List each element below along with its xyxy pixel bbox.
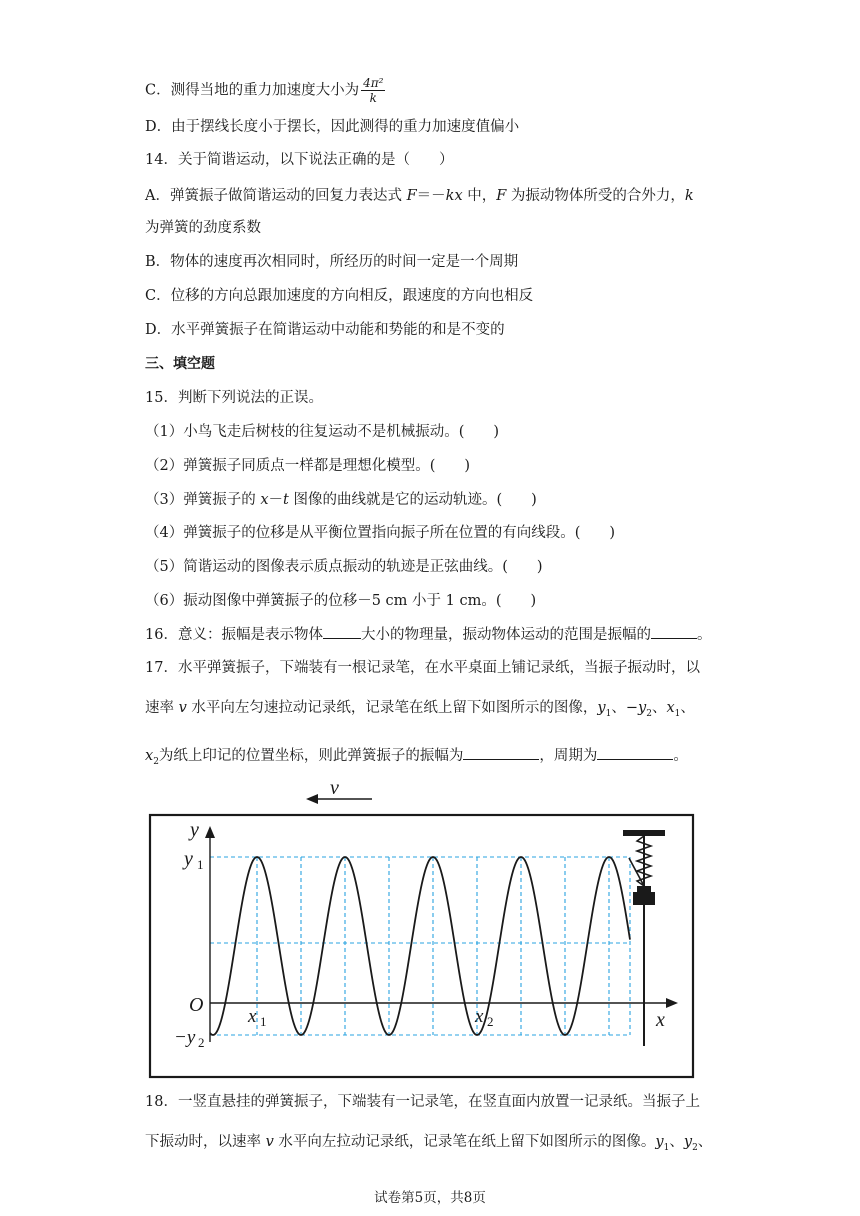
statement-15-2: （2）弹簧振子同质点一样都是理想化模型。( ) (145, 458, 471, 474)
x-axis-arrow-icon (666, 998, 678, 1008)
x2-label: x (475, 1006, 484, 1027)
text: （3）弹簧振子的 (145, 492, 261, 508)
text: － (268, 492, 284, 508)
var-y: y (597, 700, 606, 716)
y1-label: y (184, 848, 193, 870)
text: 速率 (145, 700, 179, 716)
text: 、 (680, 700, 695, 716)
var-x: x (145, 748, 154, 764)
neg-y2-label: −y (174, 1027, 196, 1048)
text: 下振动时，以速率 (145, 1134, 266, 1150)
text: A．弹簧振子做简谐运动的回复力表达式 (145, 188, 407, 204)
text: 、 (669, 1134, 684, 1150)
neg-y2-subscript: 2 (198, 1035, 205, 1050)
x2-subscript: 2 (487, 1014, 494, 1029)
text: ＝－ (416, 188, 446, 204)
origin-label: O (189, 994, 204, 1016)
subscript: 1 (663, 1142, 670, 1153)
var-neg-y: −y (625, 700, 647, 716)
text: 为振动物体所受的合外力， (506, 188, 685, 204)
subscript: 1 (674, 708, 681, 719)
text: 图像的曲线就是它的运动轨迹。( ) (288, 492, 537, 508)
subscript: 2 (692, 1142, 698, 1153)
text: 16．意义：振幅是表示物体 (145, 627, 323, 643)
y-axis-arrow-icon (205, 826, 215, 838)
text: 水平向左匀速拉动记录纸，记录笔在纸上留下如图所示的图像， (186, 700, 598, 716)
option-14d: D．水平弹簧振子在简谐运动中动能和势能的和是不变的 (145, 322, 505, 338)
var-v: v (178, 700, 187, 716)
spring-cap (637, 886, 651, 892)
question-17-line1: 17．水平弹簧振子，下端装有一根记录笔，在水平桌面上铺记录纸，当振子振动时，以 (145, 660, 700, 676)
var-f: F (496, 188, 507, 204)
question-18-line1: 18．一竖直悬挂的弹簧振子，下端装有一记录笔，在竖直面内放置一记录纸。当振子上 (145, 1094, 700, 1110)
question-14: 14．关于简谐运动，以下说法正确的是（ ） (145, 152, 454, 168)
text: 。 (696, 627, 712, 643)
option-14c: C．位移的方向总跟加速度的方向相反，跟速度的方向也相反 (145, 288, 534, 304)
fraction-numerator: 4π² (363, 76, 384, 90)
var-v: v (265, 1134, 274, 1150)
text: 、 (651, 700, 667, 716)
statement-15-1: （1）小鸟飞走后树枝的往复运动不是机械振动。( ) (145, 424, 500, 440)
option-13d: D．由于摆线长度小于摆长，因此测得的重力加速度值偏小 (145, 119, 520, 135)
option-14b: B．物体的速度再次相同时，所经历的时间一定是一个周期 (145, 254, 519, 270)
grid-lines (210, 857, 630, 1035)
option-13c-text: C．测得当地的重力加速度大小为 (145, 82, 360, 99)
var-x: x (666, 700, 675, 716)
subscript: 1 (605, 708, 612, 719)
statement-15-4: （4）弹簧振子的位移是从平衡位置指向振子所在位置的有向线段。( ) (145, 525, 616, 541)
text: 水平向左拉动记录纸，记录笔在纸上留下如图所示的图像。 (273, 1134, 656, 1150)
statement-15-5: （5）简谐运动的图像表示质点振动的轨迹是正弦曲线。( ) (145, 559, 543, 575)
displacement-curve (210, 857, 630, 1035)
paper-frame (150, 815, 693, 1077)
var-y: y (683, 1134, 693, 1150)
text: ，周期为 (539, 748, 598, 764)
var-f: F (406, 188, 417, 204)
text: 、 (697, 1134, 713, 1150)
x-axis-label: x (656, 1009, 665, 1031)
support-bar (623, 830, 665, 836)
text: 。 (673, 748, 688, 764)
section-heading: 三、填空题 (145, 356, 215, 372)
subscript: 2 (646, 708, 652, 719)
velocity-label: v (330, 777, 339, 799)
velocity-arrow (306, 777, 372, 804)
statement-15-6: （6）振动图像中弹簧振子的位移－5 cm 小于 1 cm。( ) (145, 593, 537, 609)
oscillator-mass (633, 892, 655, 905)
var-x: x (260, 492, 269, 508)
x1-subscript: 1 (260, 1014, 267, 1029)
var-kx: kx (445, 188, 463, 204)
fraction-denominator: k (369, 91, 377, 105)
x1-label: x (248, 1006, 257, 1027)
text: 为纸上印记的位置坐标，则此弹簧振子的振幅为 (158, 748, 464, 764)
text: 中， (462, 188, 497, 204)
text: 、 (611, 700, 626, 716)
var-t: t (283, 492, 289, 508)
text: 大小的物理量，振动物体运动的范围是振幅的 (360, 627, 651, 643)
y1-subscript: 1 (197, 857, 204, 872)
y-axis-label: y (190, 819, 199, 841)
var-y: y (655, 1134, 664, 1150)
subscript: 2 (153, 756, 159, 767)
var-k: k (684, 188, 694, 204)
question-15: 15．判断下列说法的正误。 (145, 390, 323, 406)
option-14a-cont: 为弹簧的劲度系数 (145, 220, 261, 236)
page-footer: 试卷第5页，共8页 (374, 1190, 486, 1206)
